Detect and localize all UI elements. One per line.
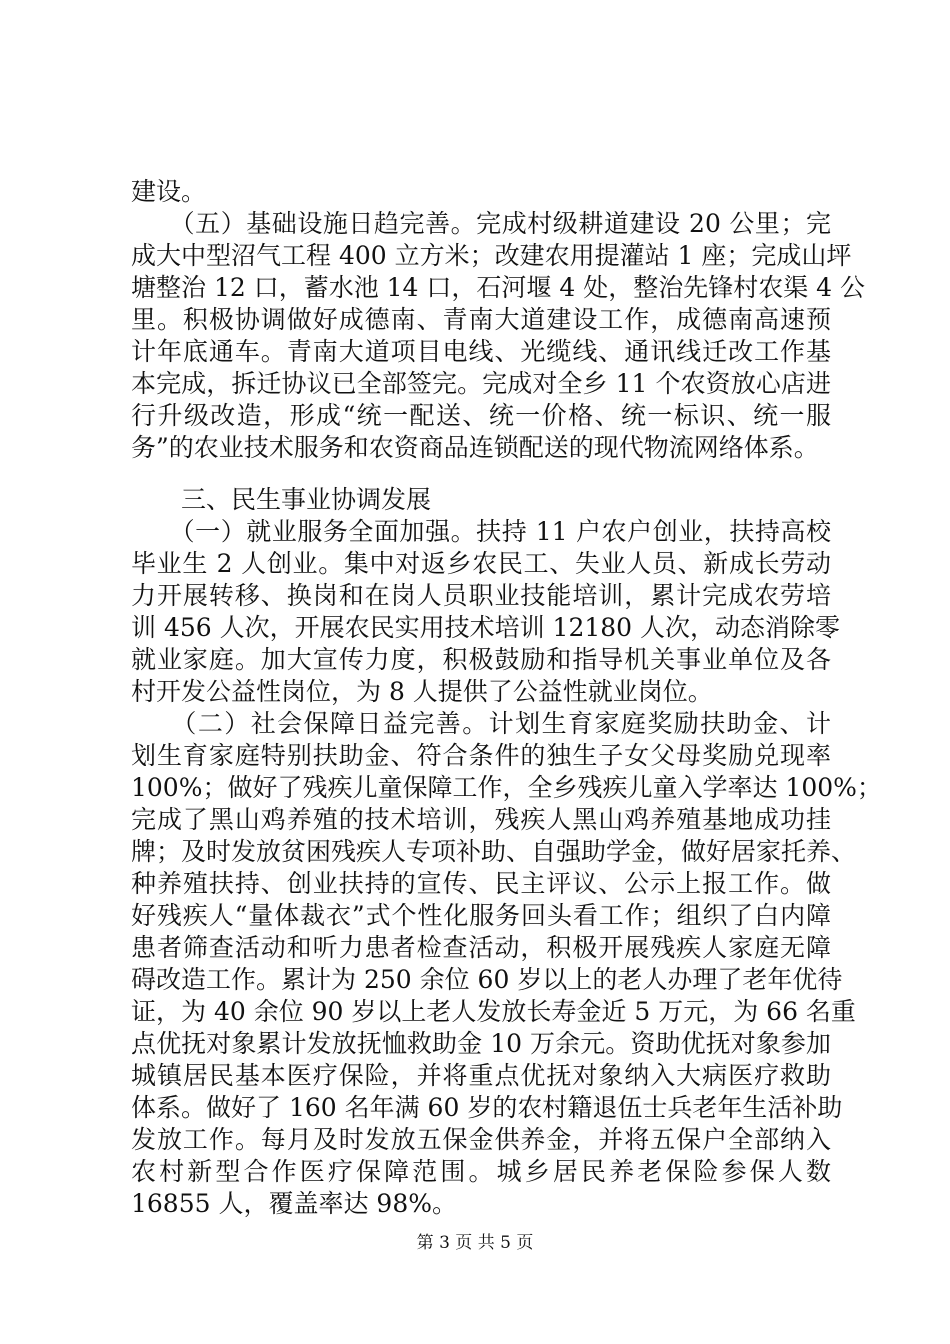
page-footer: 第 3 页 共 5 页 <box>416 1233 534 1253</box>
text-line: （一）就业服务全面加强。扶持 11 户农户创业，扶持高校 <box>131 517 831 546</box>
text-line: 里。积极协调做好成德南、青南大道建设工作，成德南高速预 <box>131 305 831 334</box>
text-line: 城镇居民基本医疗保险，并将重点优抚对象纳入大病医疗救助 <box>131 1061 831 1090</box>
text-line: 患者筛查活动和听力患者检查活动，积极开展残疾人家庭无障 <box>131 933 831 962</box>
text-line: 行升级改造，形成“统一配送、统一价格、统一标识、统一服 <box>131 401 831 430</box>
text-line: 计年底通车。青南大道项目电线、光缆线、通讯线迁改工作基 <box>131 337 831 366</box>
text-line: 就业家庭。加大宣传力度，积极鼓励和指导机关事业单位及各 <box>131 645 831 674</box>
text-line: 碍改造工作。累计为 250 余位 60 岁以上的老人办理了老年优待 <box>131 965 843 994</box>
text-line: 点优抚对象累计发放抚恤救助金 10 万余元。资助优抚对象参加 <box>131 1029 831 1058</box>
text-line: 16855 人，覆盖率达 98%。 <box>131 1189 457 1218</box>
text-line: 证，为 40 余位 90 岁以上老人发放长寿金近 5 万元，为 66 名重 <box>131 997 856 1026</box>
text-line: 好残疾人“量体裁衣”式个性化服务回头看工作；组织了白内障 <box>131 901 831 930</box>
text-line: 种养殖扶持、创业扶持的宣传、民主评议、公示上报工作。做 <box>131 869 831 898</box>
text-line: 划生育家庭特别扶助金、符合条件的独生子女父母奖励兑现率 <box>131 741 831 770</box>
text-line: 完成了黑山鸡养殖的技术培训，残疾人黑山鸡养殖基地成功挂 <box>131 805 831 834</box>
text-line: 建设。 <box>131 177 207 206</box>
text-line: 农村新型合作医疗保障范围。城乡居民养老保险参保人数 <box>131 1157 831 1186</box>
text-line: 村开发公益性岗位，为 8 人提供了公益性就业岗位。 <box>131 677 713 706</box>
text-line: 三、民生事业协调发展 <box>131 485 432 514</box>
text-line: 力开展转移、换岗和在岗人员职业技能培训，累计完成农劳培 <box>131 581 831 610</box>
text-line: （五）基础设施日趋完善。完成村级耕道建设 20 公里；完 <box>131 209 831 238</box>
text-line: 训 456 人次，开展农民实用技术培训 12180 人次，动态消除零 <box>131 613 841 642</box>
text-line: 务”的农业技术服务和农资商品连锁配送的现代物流网络体系。 <box>131 433 819 462</box>
text-line: 毕业生 2 人创业。集中对返乡农民工、失业人员、新成长劳动 <box>131 549 831 578</box>
text-line: 100%；做好了残疾儿童保障工作，全乡残疾儿童入学率达 100%； <box>131 773 882 802</box>
text-line: （二）社会保障日益完善。计划生育家庭奖励扶助金、计 <box>131 709 831 738</box>
text-line: 塘整治 12 口，蓄水池 14 口，石河堰 4 处，整治先锋村农渠 4 公 <box>131 273 866 302</box>
text-line: 发放工作。每月及时发放五保金供养金，并将五保户全部纳入 <box>131 1125 831 1154</box>
text-line: 成大中型沼气工程 400 立方米；改建农用提灌站 1 座；完成山坪 <box>131 241 852 270</box>
text-line: 牌；及时发放贫困残疾人专项补助、自强助学金，做好居家托养、 <box>131 837 857 866</box>
text-line: 体系。做好了 160 名年满 60 岁的农村籍退伍士兵老年生活补助 <box>131 1093 843 1122</box>
text-line: 本完成，拆迁协议已全部签完。完成对全乡 11 个农资放心店进 <box>131 369 831 398</box>
